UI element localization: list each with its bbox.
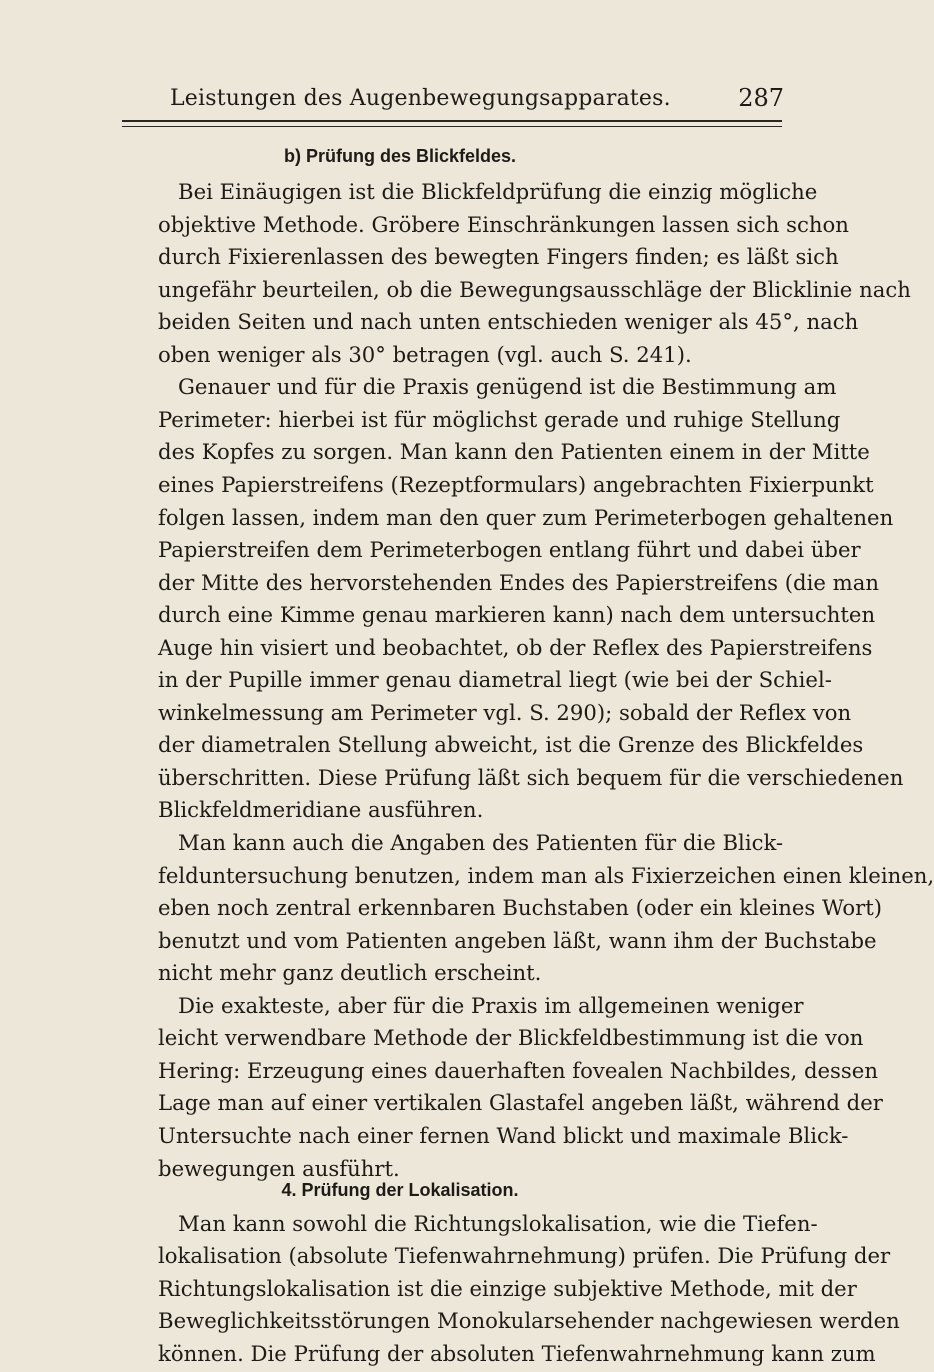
section-title-lokalisation: 4. Prüfung der Lokalisation. [281,1180,519,1200]
text-line: Perimeter: hierbei ist für möglichst gerade und ruhige Stellung [158,406,841,432]
text-line: in der Pupille immer genau diametral liegt (wie bei der Schiel- [158,667,832,693]
running-header [170,86,800,120]
text-line: durch Fixierenlassen des bewegten Fingers finden; es läßt sich [158,244,839,270]
section-title-blickfeld: b) Prüfung des Blickfeldes. [283,146,517,166]
header-rule [122,120,782,127]
text-line: objektive Methode. Gröbere Einschränkungen lassen sich schon [158,211,849,237]
text-line: Bei Einäugigen ist die Blickfeldprüfung die einzig mögliche [178,179,818,204]
text-line: nicht mehr ganz deutlich erscheint. [158,960,542,986]
text-line: benutzt und vom Patienten angeben läßt, wann ihm der Buchstabe [158,927,877,953]
text-line: Man kann auch die Angaben des Patienten für die Blick- [178,830,784,855]
text-line: des Kopfes zu sorgen. Man kann den Patienten einem in der Mitte [158,439,870,465]
text-line: bewegungen ausführt. [158,1155,400,1181]
text-line: eben noch zentral erkennbaren Buchstaben (oder ein kleines Wort) [158,895,883,921]
text-line: beiden Seiten und nach unten entschieden weniger als 45°, nach [158,309,859,335]
text-line: Die exakteste, aber für die Praxis im allgemeinen weniger [178,992,804,1018]
text-line: lokalisation (absolute Tiefenwahrnehmung) prüfen. Die Prüfung der [158,1243,891,1269]
text-line: Lage man auf einer vertikalen Glastafel angeben läßt, während der [158,1090,883,1116]
text-line: durch eine Kimme genau markieren kann) nach dem untersuchten [158,602,876,628]
text-line: überschritten. Diese Prüfung läßt sich bequem für die verschiedenen [158,764,904,790]
text-line: leicht verwendbare Methode der Blickfeldbestimmung ist die von [158,1025,864,1051]
text-line: felduntersuchung benutzen, indem man als Fixierzeichen einen kleinen, [158,862,934,888]
text-line: Auge hin visiert und beobachtet, ob der Reflex des Papierstreifens [158,634,873,660]
header-title: Leistungen des Augenbewegungsapparates. [170,86,671,111]
text-line: Genauer und für die Praxis genügend ist die Bestimmung am [178,374,837,400]
text-line: eines Papierstreifens (Rezeptformulars) angebrachten Fixierpunkt [158,471,874,497]
text-line: der Mitte des hervorstehenden Endes des Papierstreifens (die man [158,569,880,595]
text-line: Man kann sowohl die Richtungslokalisation, wie die Tiefen- [178,1211,818,1236]
text-line: Richtungslokalisation ist die einzige subjektive Methode, mit der [158,1275,857,1301]
text-line: oben weniger als 30° betragen (vgl. auch S. 241). [158,341,692,367]
text-line: Blickfeldmeridiane ausführen. [158,797,484,823]
text-line: folgen lassen, indem man den quer zum Perimeterbogen gehaltenen [158,504,894,530]
text-line: der diametralen Stellung abweicht, ist die Grenze des Blickfeldes [158,732,864,758]
text-line: Hering: Erzeugung eines dauerhaften fovealen Nachbildes, dessen [158,1057,878,1083]
text-line: Beweglichkeitsstörungen Monokularsehender nachgewiesen werden [158,1308,900,1334]
text-line: Untersuchte nach einer fernen Wand blickt und maximale Blick- [158,1122,849,1148]
text-line: Papierstreifen dem Perimeterbogen entlang führt und dabei über [158,537,861,563]
page-number: 287 [738,84,784,112]
text-line: winkelmessung am Perimeter vgl. S. 290); sobald der Reflex von [158,699,852,725]
text-line: ungefähr beurteilen, ob die Bewegungsausschläge der Blicklinie nach [158,276,911,302]
text-line: können. Die Prüfung der absoluten Tiefenwahrnehmung kann zum [158,1340,876,1366]
